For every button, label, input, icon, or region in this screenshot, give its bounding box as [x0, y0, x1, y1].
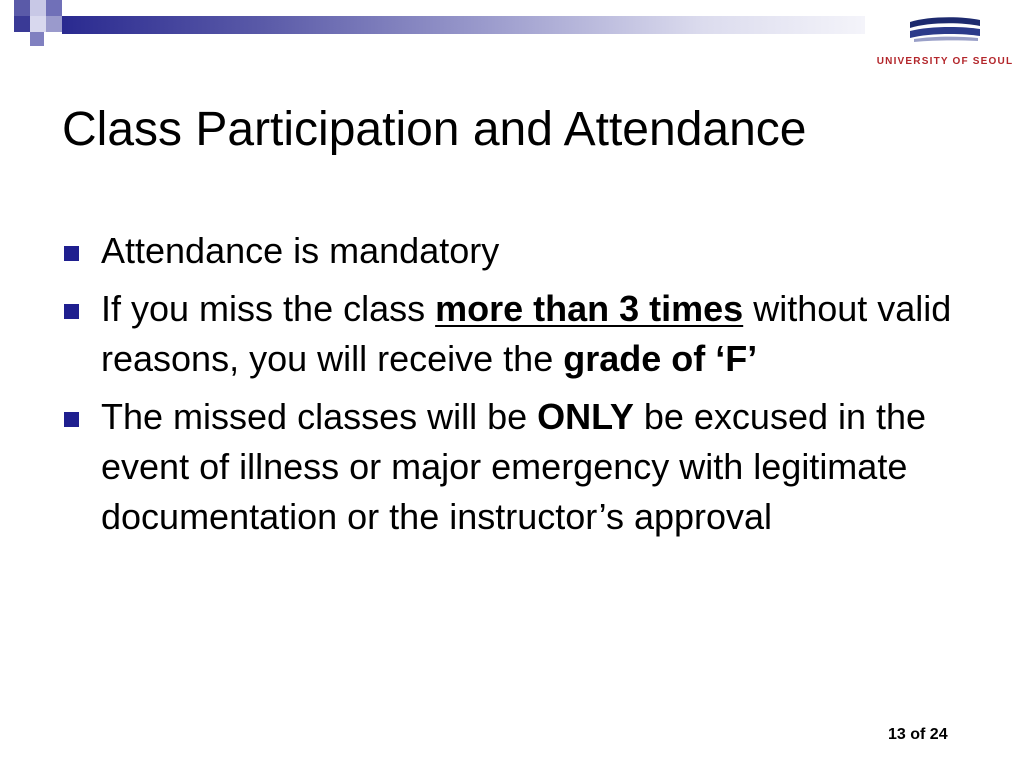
- bullet-item-excused-absences: [62, 392, 962, 542]
- square-bullet-icon: [64, 412, 79, 427]
- header-gradient-bar: [62, 16, 865, 34]
- page-number: 13 of 24: [888, 726, 948, 743]
- bullet-text: The missed classes will be: [101, 396, 538, 437]
- emphasis-text: ONLY: [537, 396, 634, 437]
- bullet-text: Attendance is mandatory: [101, 230, 500, 271]
- square-bullet-icon: [64, 246, 79, 261]
- bullet-item-absence-limit: [62, 284, 962, 384]
- slide-title: Class Participation and Attendance: [62, 103, 807, 156]
- emphasis-text: more than 3 times: [435, 288, 744, 329]
- bullet-text: be excused in the event of illness or major emergency with legitimate documentation or the instructor’s approval: [101, 396, 927, 537]
- university-logo-icon: [908, 14, 982, 44]
- decorative-square: [30, 0, 46, 16]
- decorative-square: [30, 32, 44, 46]
- decorative-square: [14, 16, 30, 32]
- emphasis-text: grade of ‘F’: [563, 338, 758, 379]
- logo-text: UNIVERSITY OF SEOUL: [876, 56, 1014, 67]
- decorative-square: [46, 16, 62, 32]
- bullet-item-attendance: [62, 226, 962, 276]
- bullet-list: [62, 226, 962, 550]
- decorative-square: [46, 0, 62, 16]
- decorative-square: [30, 16, 46, 32]
- bullet-text: If you miss the class: [101, 288, 436, 329]
- decorative-square: [14, 0, 30, 16]
- university-logo: [868, 10, 1018, 72]
- square-bullet-icon: [64, 304, 79, 319]
- bullet-text: without valid reasons, you will receive the: [101, 288, 952, 379]
